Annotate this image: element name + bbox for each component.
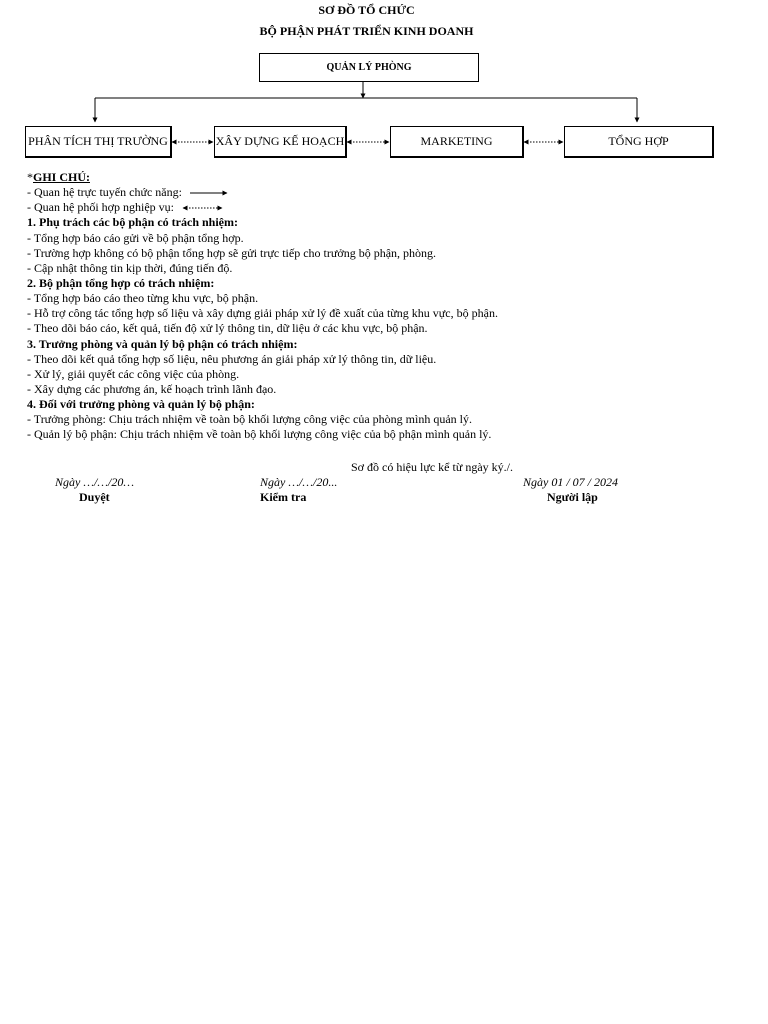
section-item: - Trưởng phòng: Chịu trách nhiệm về toàn bộ khối lượng công việc của phòng mình quản lý.: [27, 412, 472, 427]
legend-solid-label: - Quan hệ trực tuyến chức năng:: [27, 185, 182, 200]
legend-solid: [27, 185, 727, 200]
section-item: - Xây dựng các phương án, kế hoạch trình lãnh đạo.: [27, 381, 277, 396]
section-item: - Theo dõi báo cáo, kết quả, tiến độ xử lý thông tin, dữ liệu ở các khu vực, bộ phận.: [27, 321, 428, 336]
notes-star: *: [27, 170, 33, 184]
section-item: - Tổng hợp báo cáo theo từng khu vực, bộ phận.: [27, 291, 259, 306]
section-item: - Xử lý, giải quyết các công việc của phòng.: [27, 366, 240, 381]
notes-heading: [27, 170, 727, 185]
section-title: 1. Phụ trách các bộ phận có trách nhiệm:: [27, 215, 238, 230]
signature-role-check: Kiểm tra: [260, 490, 307, 504]
signature-date-prepare: Ngày 01 / 07 / 2024: [523, 475, 618, 489]
org-box-label: MARKETING: [420, 134, 493, 148]
org-box-label: XÂY DỰNG KẾ HOẠCH: [215, 134, 345, 148]
section-title: 4. Đối với trưởng phòng và quản lý bộ phận:: [27, 397, 255, 412]
org-box-planning: [214, 126, 347, 158]
section-item: - Theo dõi kết quả tổng hợp số liệu, nêu phương án giải pháp xử lý thông tin, dữ liệu.: [27, 351, 437, 366]
section-title: 3. Trưởng phòng và quản lý bộ phận có trách nhiệm:: [27, 336, 298, 351]
solid-arrow-icon: [189, 189, 229, 197]
signature-date-approve: Ngày …/…/20…: [55, 475, 135, 489]
org-box-label: PHÂN TÍCH THỊ TRƯỜNG: [28, 134, 168, 148]
org-box-marketing: [390, 126, 524, 158]
notes-section: [27, 170, 727, 443]
org-box-label: TỔNG HỢP: [608, 134, 669, 148]
signature-date-check: Ngày …/…/20...: [260, 475, 338, 489]
section-item: - Hỗ trợ công tác tổng hợp số liệu và xây dựng giải pháp xử lý đề xuất của từng khu vực, bộ phận.: [27, 306, 498, 321]
org-box-manager-label: QUẢN LÝ PHÒNG: [326, 62, 412, 73]
section-item: - Cập nhật thông tin kịp thời, đúng tiến độ.: [27, 260, 233, 275]
section-item: - Trường hợp không có bộ phận tổng hợp sẽ gửi trực tiếp cho trưởng bộ phận, phòng.: [27, 245, 437, 260]
signature-role-approve: Duyệt: [79, 490, 110, 504]
effective-statement: Sơ đồ có hiệu lực kể từ ngày ký./.: [351, 460, 513, 474]
dotted-double-arrow-icon: [181, 204, 225, 212]
org-box-summary: [564, 126, 714, 158]
document-subtitle: BỘ PHẬN PHÁT TRIỂN KINH DOANH: [259, 24, 474, 38]
signature-role-prepare: Người lập: [547, 490, 598, 504]
notes-heading-label: GHI CHÚ:: [33, 170, 90, 184]
section-title: 2. Bộ phận tổng hợp có trách nhiệm:: [27, 275, 215, 290]
legend-dotted-label: - Quan hệ phối hợp nghiệp vụ:: [27, 200, 174, 215]
document-title: SƠ ĐỒ TỔ CHỨC: [318, 3, 415, 17]
section-item: - Tổng hợp báo cáo gửi về bộ phận tổng hợp.: [27, 230, 244, 245]
legend-dotted: [27, 200, 727, 215]
section-item: - Quản lý bộ phận: Chịu trách nhiệm về toàn bộ khối lượng công việc của bộ phận mình quản lý.: [27, 427, 492, 442]
org-box-manager: [259, 53, 479, 82]
org-box-market-analysis: [25, 126, 172, 158]
